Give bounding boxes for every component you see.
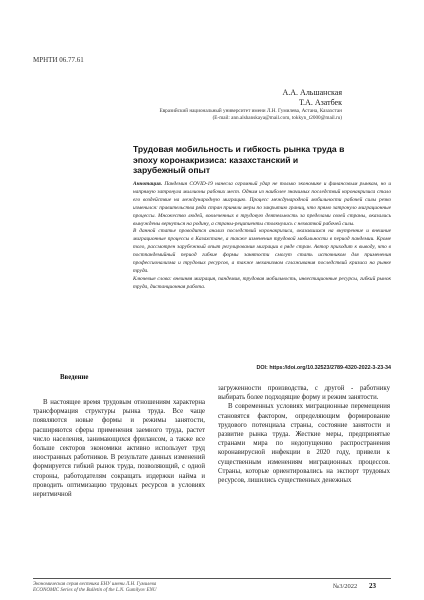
footer-issue-number: №3/2022 [333,583,358,590]
section-heading-introduction: Введение [60,374,89,381]
abstract-paragraph-1 [133,181,391,228]
footer-divider [33,578,391,579]
footer-journal [33,582,156,594]
abstract-lead: Аннотация. [133,181,163,187]
intro-paragraph-1: В настоящее время трудовым отношениям характерна трансформация структуры рынка труда. Все чаще появляются новые формы и режимы занятости, расширяются сферы применения заемного труда, растет число населения, занимающихся фрилансом, а также все больше секторов экономики активно использует труд иностранных работников. В результате данных изменений формируется гибкий рынок труда, позволяющий, с одной стороны, работодателям сокращать издержки найма и проводить оптимизацию трудовых ресурсов в условиях неритмичной [33,399,205,499]
right-column [218,384,390,485]
footer-journal-ru: Экономическая серия вестника ЕНУ имени Л.Н. Гумилева [33,582,157,587]
affiliation-line-1: Евразийский национальный университет имени Л.Н. Гумилева, Астана, Казахстан [159,108,342,114]
footer-journal-en: ECONOMIC Series of the Bulletin of the L.N. Gumilyov ENU [33,588,157,594]
article-title: Трудовая мобильность и гибкость рынка труда в эпоху коронакризиса: казахстанский и зарубежный опыт [133,144,345,176]
author-1: А.А. Альшанская [282,88,342,97]
page-number: 23 [369,582,376,590]
keywords: Ключевые слова: внешняя миграция, пандемия, трудовая мобильность, инвестиционные ресурсы, гибкий рынок труда, дистанционная работа. [133,275,391,290]
abstract-body: Пандемия COVID-19 нанесла огромный удар не только экономике и финансовым рынкам, но и напрямую затронула миллионы рабочих мест. Одним из наиболее значимых последствий коронакризиса стало его воздействие на международную миграцию. Процесс международной мобильности рабочей силы резко изменился: правительства ряда стран приняли меры по закрытию границ, что прямо затронуло миграционные процессы. Множество людей, вовлеченных в трудовую деятельность за пределами своей страны, оказались вынуждены вернуться на родину, а страны-реципиенты столкнулись с нехваткой рабочей силы. [133,181,391,227]
mrnti-code: МРНТИ 06.77.61 [33,56,84,64]
abstract-block [133,181,391,292]
doi-link[interactable]: DOI: https://doi.org/10.32523/2789-4320-2022-3-23-34 [256,365,391,371]
intro-paragraph-continuation: загруженности производства, с другой - работнику выбирать более подходящие форму и режим занятости. [218,385,390,402]
affiliation [92,108,342,121]
intro-paragraph-2: В современных условиях миграционные перемещения становятся фактором, определяющим формирование трудового потенциала страны, состояние занятости и развитие рынка труда. Жесткие меры, предпринятые странами мира по недопущению распространения коронавирусной инфекции в 2020 году, привели к существенным изменениям миграционных процессов. Страны, которые ориентировались на экспорт трудовых ресурсов, лишились существенных денежных [218,403,390,485]
affiliation-emails: (E-mail: ann.alshanskaya@mail.com, tokkyn_t2000@mail.ru) [212,114,342,121]
authors-block [282,88,342,108]
author-2: Т.А. Азатбек [298,98,342,107]
abstract-paragraph-2: В данной статье проводится анализ последствий коронакризиса, оказавшихся на внутренние и внешние миграционные процессы в Казахстане, а также изменения трудовой мобильности в период пандемии. Кроме того, рассмотрен зарубежный опыт регулирования миграции в ряде стран. Автор приходит к выводу, что в постпандемийный период гибкие формы занятости смогут стать источником для применения профессионализма и трудовых ресурсов, а также механизмом сглаживания последствий кризиса на рынке труда. [133,228,391,274]
left-column [33,398,205,499]
